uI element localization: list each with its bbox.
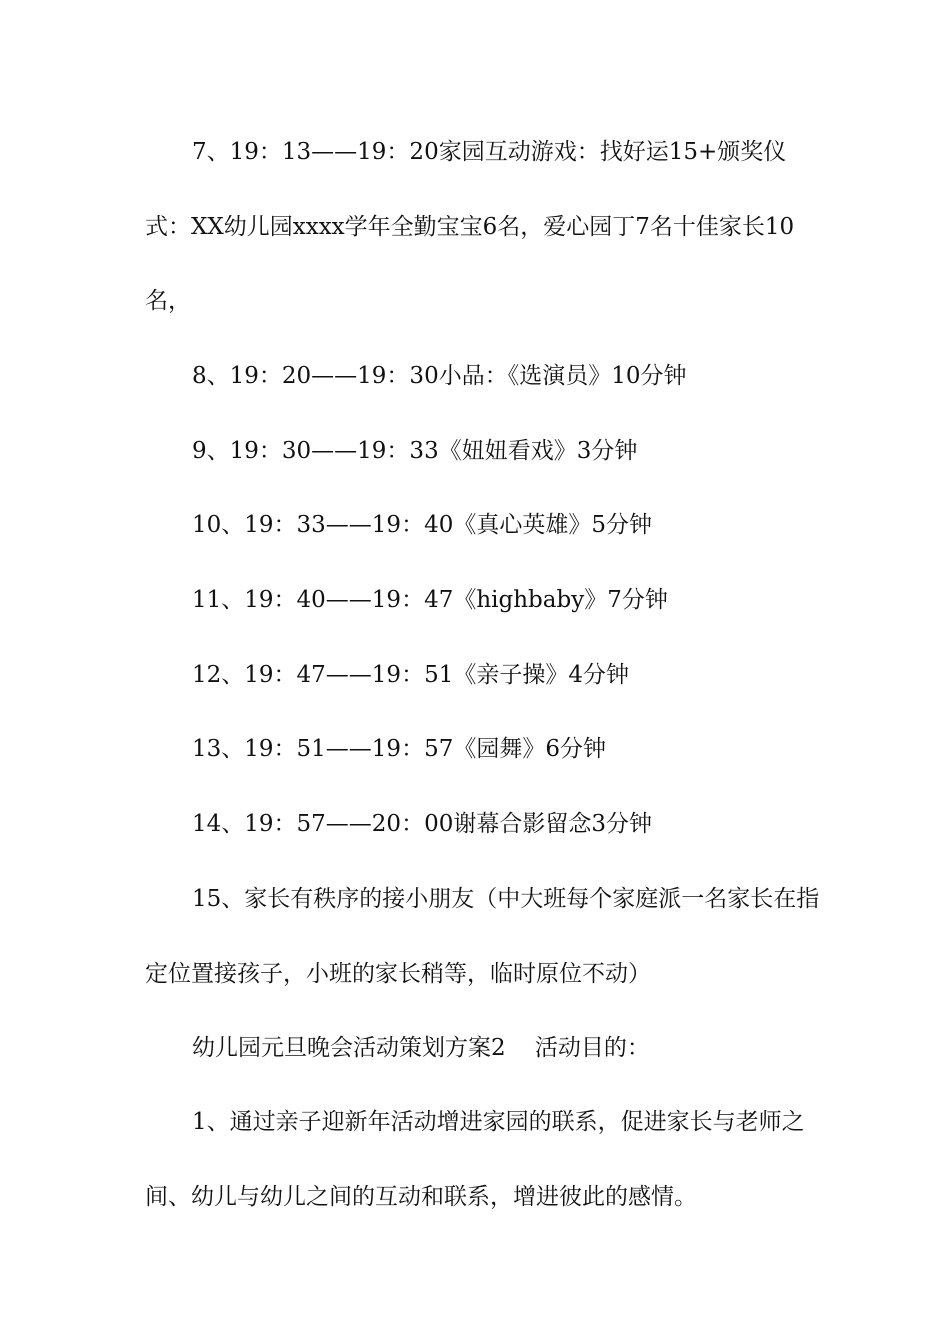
- paragraph-item-7: 7、19：13——19：20家园互动游戏：找好运15+颁奖仪式：XX幼儿园xxxx学年全勤宝宝6名，爱心园丁7名十佳家长10名，: [145, 139, 795, 315]
- paragraph-objective-1: 1、通过亲子迎新年活动增进家园的联系，促进家长与老师之间、幼儿与幼儿之间的互动和联系，增进彼此的感情。: [145, 1109, 805, 1210]
- paragraph-item-11: 11、19：40——19：47《highbaby》7分钟: [192, 587, 668, 613]
- paragraph-item-12: 12、19：47——19：51《亲子操》4分钟: [192, 662, 629, 688]
- paragraph-item-15: 15、家长有秩序的接小朋友（中大班每个家庭派一名家长在指定位置接孩子，小班的家长稍等，临时原位不动）: [145, 886, 820, 987]
- paragraph-item-8: 8、19：20——19：30小品：《选演员》10分钟: [192, 363, 687, 389]
- paragraph-item-13: 13、19：51——19：57《园舞》6分钟: [192, 736, 606, 762]
- paragraph-item-9: 9、19：30——19：33《妞妞看戏》3分钟: [192, 438, 638, 464]
- section-heading: 幼儿园元旦晚会活动策划方案2 活动目的：: [192, 1035, 650, 1061]
- paragraph-item-10: 10、19：33——19：40《真心英雄》5分钟: [192, 512, 652, 538]
- paragraph-item-14: 14、19：57——20：00谢幕合影留念3分钟: [192, 811, 652, 837]
